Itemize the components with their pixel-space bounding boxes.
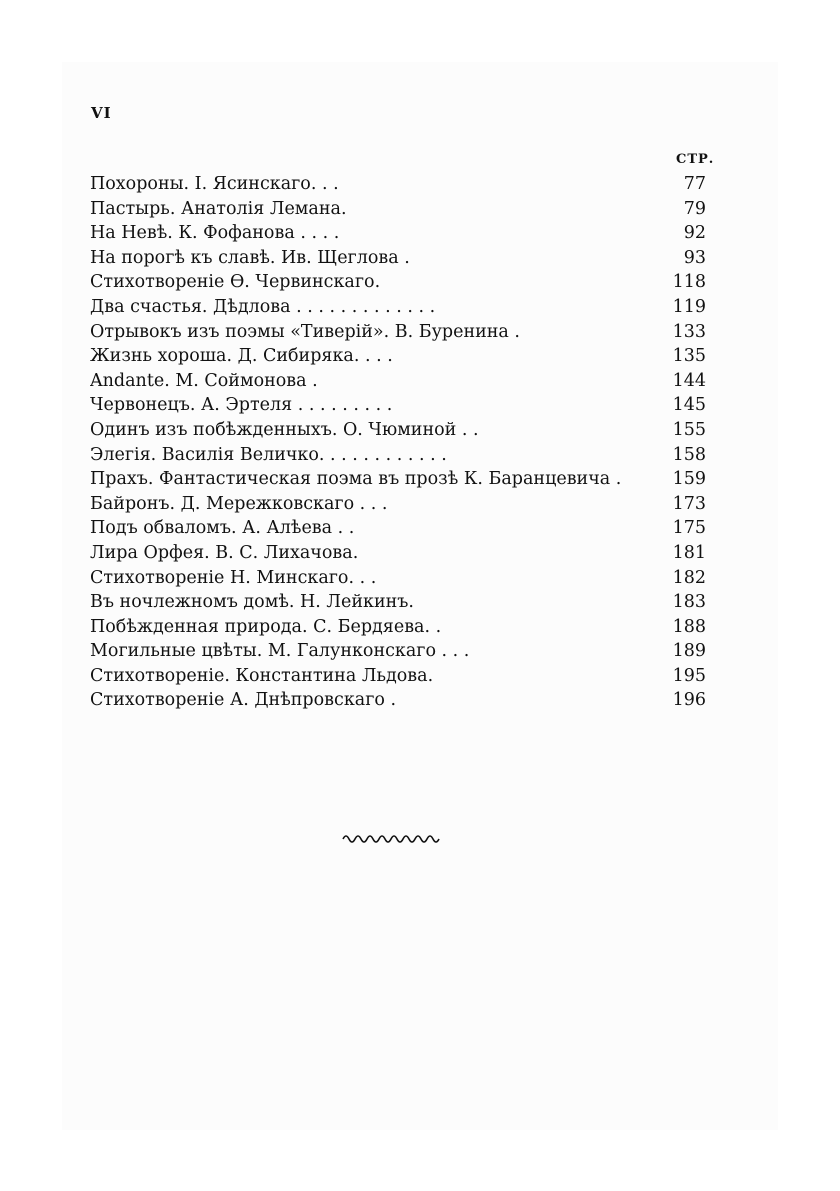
- toc-entry: [90, 270, 706, 295]
- toc-entry-page: 92: [683, 223, 706, 244]
- toc-entry-title: Элегія. Василія Величко. . . . . . . . . . . .: [90, 444, 447, 465]
- toc-entry-page: 155: [672, 419, 706, 440]
- toc-entry-page: 144: [672, 370, 706, 391]
- toc-entry-page: 93: [683, 247, 706, 268]
- toc-entry-title: Стихотвореніе Н. Минскаго. . .: [90, 567, 377, 588]
- toc-entry: [90, 295, 706, 320]
- toc-entry-title: Лира Орфея. В. С. Лихачова.: [90, 542, 359, 563]
- toc-entry-title: Отрывокъ изъ поэмы «Тиверій». В. Буренина .: [90, 321, 520, 342]
- toc-entry-page: 183: [672, 592, 706, 613]
- toc-entry: [90, 615, 706, 640]
- toc-entry: [90, 320, 706, 345]
- toc-entry: [90, 541, 706, 566]
- toc-entry-title: Подъ обваломъ. А. Алѣева . .: [90, 518, 355, 539]
- toc-entry-title: Стихотвореніе Ѳ. Червинскаго.: [90, 272, 381, 293]
- table-of-contents: [90, 172, 706, 713]
- toc-entry-page: 79: [683, 198, 706, 219]
- toc-entry-title: Одинъ изъ побѣжденныхъ. О. Чюминой . .: [90, 419, 479, 440]
- toc-entry-title: Въ ночлежномъ домѣ. Н. Лейкинъ.: [90, 592, 414, 613]
- toc-entry: [90, 393, 706, 418]
- toc-entry-title: Стихотвореніе А. Днѣпровскаго .: [90, 690, 397, 711]
- toc-entry-page: 195: [672, 665, 706, 686]
- toc-entry-title: Червонецъ. А. Эртеля . . . . . . . . .: [90, 395, 393, 416]
- toc-entry: [90, 664, 706, 689]
- toc-entry-page: 118: [672, 272, 706, 293]
- toc-entry: [90, 688, 706, 713]
- toc-entry: [90, 246, 706, 271]
- toc-entry: [90, 590, 706, 615]
- toc-entry-page: 119: [672, 296, 706, 317]
- toc-entry-page: 181: [672, 542, 706, 563]
- toc-entry-title: Жизнь хороша. Д. Сибиряка. . . .: [90, 346, 393, 367]
- toc-entry-page: 188: [672, 616, 706, 637]
- toc-entry-title: Могильные цвѣты. М. Галунконскаго . . .: [90, 641, 470, 662]
- toc-entry: [90, 443, 706, 468]
- toc-entry-title: Байронъ. Д. Мережковскаго . . .: [90, 493, 388, 514]
- toc-entry-title: На Невѣ. К. Фофанова . . . .: [90, 223, 340, 244]
- toc-entry: [90, 344, 706, 369]
- toc-entry-page: 145: [672, 395, 706, 416]
- page-number: VI: [91, 104, 112, 122]
- toc-entry-page: 159: [672, 469, 706, 490]
- toc-entry-title: Стихотвореніе. Константина Льдова.: [90, 665, 434, 686]
- toc-entry-title: Прахъ. Фантастическая поэма въ прозѣ К. Баранцевича .: [90, 469, 622, 490]
- toc-entry: [90, 197, 706, 222]
- toc-entry-page: 135: [672, 346, 706, 367]
- toc-entry-title: Похороны. I. Ясинскаго. . .: [90, 174, 339, 194]
- toc-entry-title: Два счастья. Дѣдлова . . . . . . . . . . . . .: [90, 296, 436, 317]
- wavy-rule-icon: [342, 832, 444, 846]
- toc-entry: [90, 639, 706, 664]
- page-column-label: СТР.: [676, 152, 715, 167]
- toc-entry: [90, 172, 706, 197]
- toc-entry-page: 175: [672, 518, 706, 539]
- toc-entry-page: 158: [672, 444, 706, 465]
- toc-entry-page: 196: [672, 690, 706, 711]
- toc-entry: [90, 492, 706, 517]
- toc-entry: [90, 516, 706, 541]
- toc-entry-page: 189: [672, 641, 706, 662]
- toc-entry-title: Побѣжденная природа. С. Бердяева. .: [90, 616, 442, 637]
- toc-entry: [90, 566, 706, 591]
- toc-entry: [90, 369, 706, 394]
- toc-entry-page: 182: [672, 567, 706, 588]
- toc-entry: [90, 418, 706, 443]
- toc-entry-page: 133: [672, 321, 706, 342]
- toc-entry-title: Andante. М. Соймонова .: [90, 370, 318, 391]
- toc-entry: [90, 467, 706, 492]
- toc-entry-title: На порогѣ къ славѣ. Ив. Щеглова .: [90, 247, 410, 268]
- toc-entry: [90, 221, 706, 246]
- toc-entry-page: 77: [683, 174, 706, 194]
- toc-entry-page: 173: [672, 493, 706, 514]
- toc-entry-title: Пастырь. Анатолія Лемана.: [90, 198, 347, 219]
